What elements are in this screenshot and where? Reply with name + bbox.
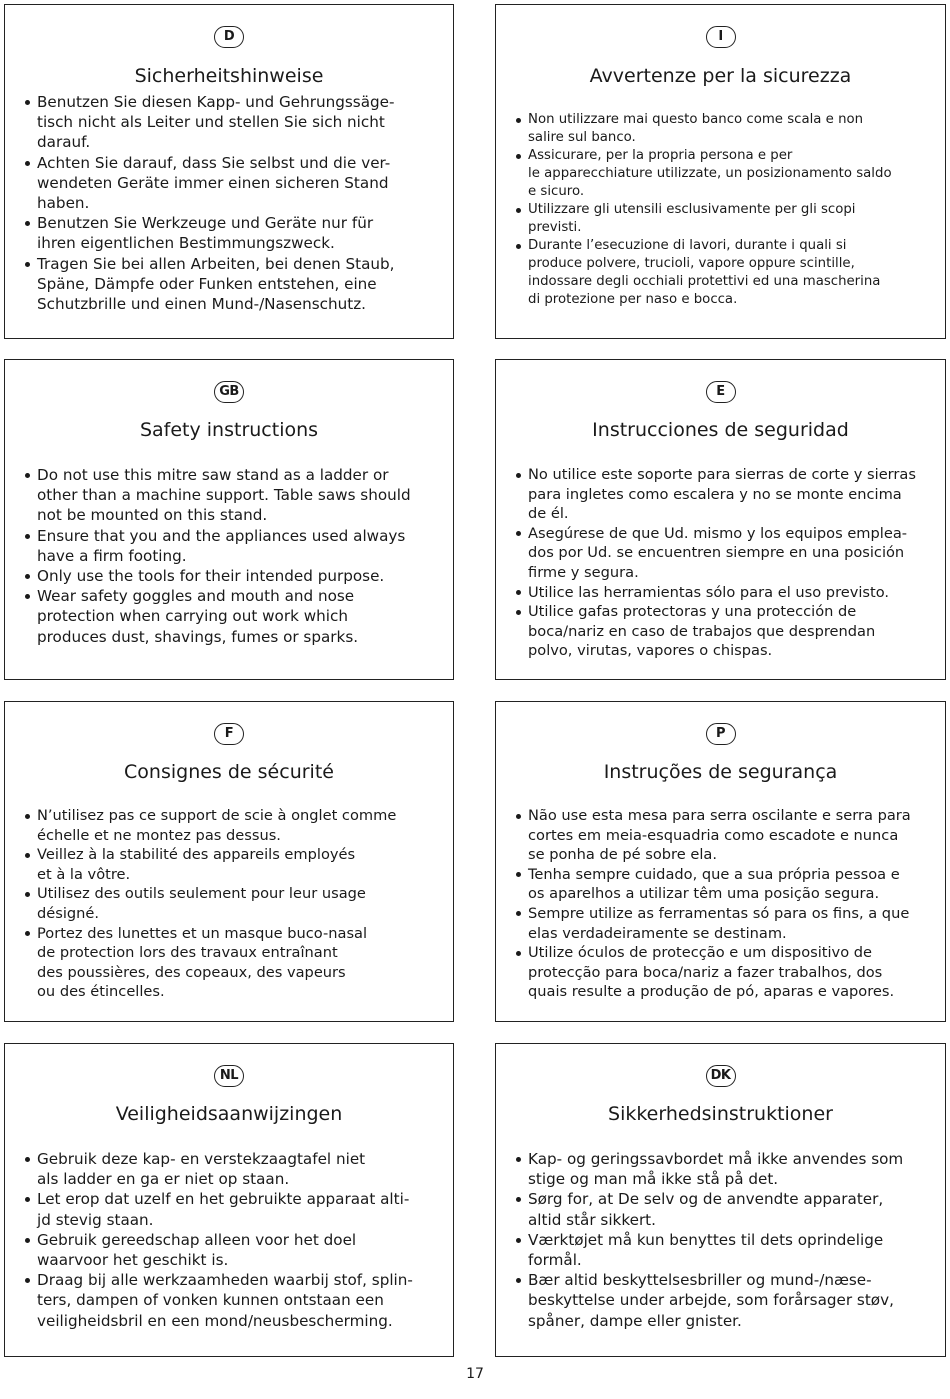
language-badge-it: I — [706, 26, 736, 48]
panel-fr — [4, 701, 454, 1022]
language-badge-dk: DK — [706, 1065, 736, 1087]
list-item: Gebruik gereedschap alleen voor het doel waarvoor het geschikt is. — [23, 1230, 445, 1270]
panel-nl — [4, 1043, 454, 1357]
list-item: Kap- og geringssavbordet må ikke anvendes som stige og man må ikke stå på det. — [514, 1149, 937, 1189]
list-item: Non utilizzare mai questo banco come scala e non salire sul banco. — [514, 111, 937, 147]
list-item: Tenha sempre cuidado, que a sua própria pessoa e os aparelhos a utilizar têm uma posição segura. — [514, 865, 937, 904]
list-item: Do not use this mitre saw stand as a ladder or other than a machine support. Table saws should not be mounted on this stand. — [23, 465, 445, 526]
list-item: Utilice las herramientas sólo para el uso previsto. — [514, 583, 937, 603]
list-item: No utilice este soporte para sierras de corte y sierras para ingletes como escalera y no se monte encima de él. — [514, 465, 937, 524]
instruction-list-it — [514, 111, 937, 309]
list-item: Bær altid beskyttelsesbriller og mund-/næse- beskyttelse under arbejde, som forårsager støv, spåner, dampe eller gnister. — [514, 1270, 937, 1331]
instruction-list-es — [514, 465, 937, 661]
list-item: Wear safety goggles and mouth and nose protection when carrying out work which produces dust, shavings, fumes or sparks. — [23, 586, 445, 647]
section-title-gb: Safety instructions — [139, 419, 319, 441]
list-item: Utilisez des outils seulement pour leur usage désigné. — [23, 884, 445, 923]
language-badge-pt: P — [706, 723, 736, 745]
list-item: Tragen Sie bei allen Arbeiten, bei denen Staub, Späne, Dämpfe oder Funken entstehen, eine Schutzbrille und einen Mund-/Nasenschutz. — [23, 254, 445, 315]
page-number: 17 — [466, 1366, 484, 1382]
list-item: Asegúrese de que Ud. mismo y los equipos emplea- dos por Ud. se encuentren siempre en una posición firme y segura. — [514, 524, 937, 583]
instruction-list-gb — [23, 465, 445, 647]
list-item: Durante l’esecuzione di lavori, durante i quali si produce polvere, trucioli, vapore oppure scintille, indossare degli occhiali protettivi ed una mascherina di protezione per naso e bocca. — [514, 237, 937, 309]
panel-de — [4, 4, 454, 339]
list-item: Utilizzare gli utensili esclusivamente per gli scopi previsti. — [514, 201, 937, 237]
instruction-list-pt — [514, 806, 937, 1002]
list-item: N’utilisez pas ce support de scie à onglet comme échelle et ne montez pas dessus. — [23, 806, 445, 845]
language-badge-fr: F — [214, 723, 244, 745]
section-title-nl: Veiligheidsaanwijzingen — [115, 1103, 343, 1125]
instruction-list-dk — [514, 1149, 937, 1331]
language-badge-nl: NL — [214, 1065, 244, 1087]
panel-gb — [4, 359, 454, 680]
list-item: Portez des lunettes et un masque buco-nasal de protection lors des travaux entraînant des poussières, des copeaux, des vapeurs ou des étincelles. — [23, 924, 445, 1002]
list-item: Let erop dat uzelf en het gebruikte apparaat alti- jd stevig staan. — [23, 1189, 445, 1229]
list-item: Benutzen Sie Werkzeuge und Geräte nur für ihren eigentlichen Bestimmungszweck. — [23, 213, 445, 253]
list-item: Only use the tools for their intended purpose. — [23, 566, 445, 586]
section-title-de: Sicherheitshinweise — [134, 65, 324, 87]
language-badge-es: E — [706, 381, 736, 403]
instruction-list-fr — [23, 806, 445, 1002]
panel-it — [495, 4, 946, 339]
instruction-list-de — [23, 92, 445, 314]
list-item: Gebruik deze kap- en verstekzaagtafel niet als ladder en ga er niet op staan. — [23, 1149, 445, 1189]
instruction-list-nl — [23, 1149, 445, 1331]
section-title-dk: Sikkerhedsinstruktioner — [608, 1103, 833, 1125]
list-item: Não use esta mesa para serra oscilante e serra para cortes em meia-esquadria como escadote e nunca se ponha de pé sobre ela. — [514, 806, 937, 865]
language-badge-gb: GB — [214, 381, 244, 403]
panel-es — [495, 359, 946, 680]
section-title-pt: Instruções de segurança — [603, 761, 838, 783]
list-item: Sempre utilize as ferramentas só para os fins, a que elas verdadeiramente se destinam. — [514, 904, 937, 943]
list-item: Achten Sie darauf, dass Sie selbst und die ver- wendeten Geräte immer einen sicheren Stand haben. — [23, 153, 445, 214]
section-title-fr: Consignes de sécurité — [124, 761, 334, 783]
panel-dk — [495, 1043, 946, 1357]
list-item: Draag bij alle werkzaamheden waarbij stof, splin- ters, dampen of vonken kunnen ontstaan een veiligheidsbril en een mond/neusbescherming. — [23, 1270, 445, 1331]
list-item: Sørg for, at De selv og de anvendte apparater, altid står sikkert. — [514, 1189, 937, 1229]
list-item: Veillez à la stabilité des appareils employés et à la vôtre. — [23, 845, 445, 884]
list-item: Ensure that you and the appliances used always have a firm footing. — [23, 526, 445, 566]
list-item: Benutzen Sie diesen Kapp- und Gehrungssäge- tisch nicht als Leiter und stellen Sie sich nicht darauf. — [23, 92, 445, 153]
list-item: Utilize óculos de protecção e um dispositivo de protecção para boca/nariz a fazer trabalhos, dos quais resulte a produção de pó, aparas e vapores. — [514, 943, 937, 1002]
section-title-it: Avvertenze per la sicurezza — [589, 65, 852, 87]
panel-pt — [495, 701, 946, 1022]
section-title-es: Instrucciones de seguridad — [592, 419, 849, 441]
list-item: Assicurare, per la propria persona e per le apparecchiature utilizzate, un posizionamento saldo e sicuro. — [514, 147, 937, 201]
language-badge-de: D — [214, 26, 244, 48]
list-item: Utilice gafas protectoras y una protección de boca/nariz en caso de trabajos que desprendan polvo, virutas, vapores o chispas. — [514, 602, 937, 661]
list-item: Værktøjet må kun benyttes til dets oprindelige formål. — [514, 1230, 937, 1270]
